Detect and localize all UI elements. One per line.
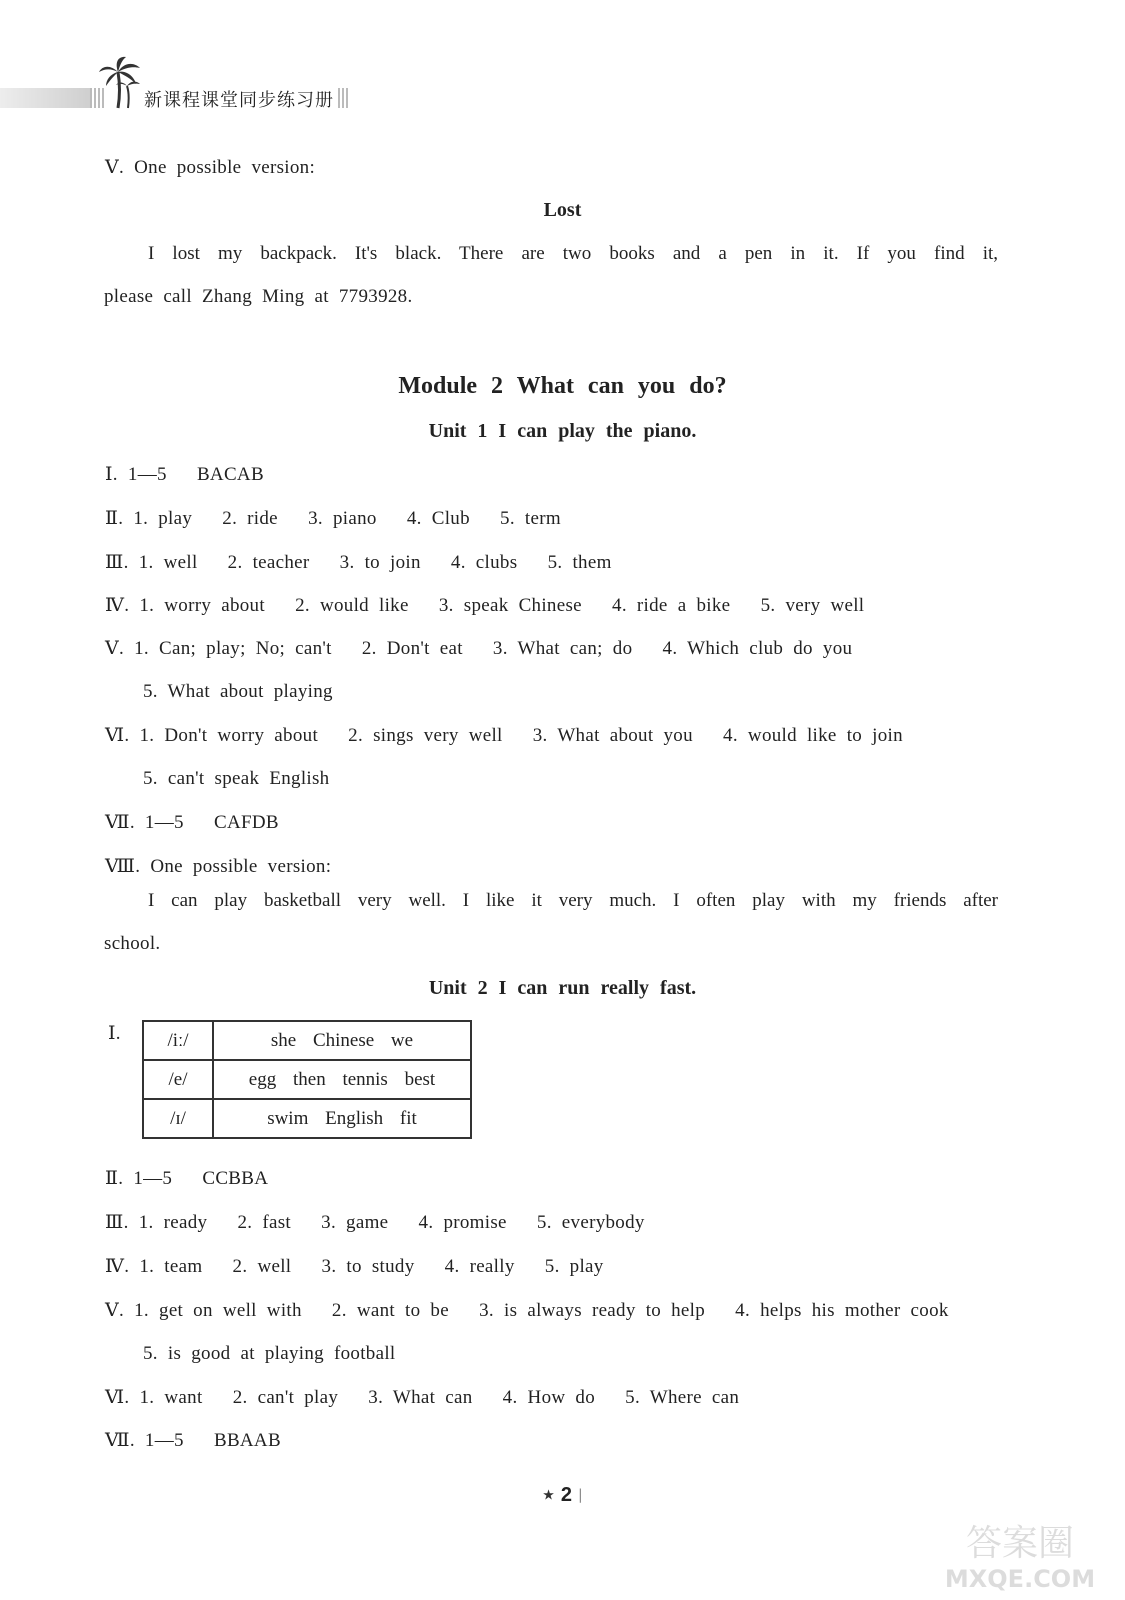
unit1-answer-line: Ⅰ. 1—5 BACAB [105,464,264,485]
book-title: 新课程课堂同步练习册 [144,90,334,111]
lost-paragraph-line-1: I lost my backpack. It's black. There are two books and a pen in it. If you find it, [148,243,998,264]
unit1-answer-line: 5. What about playing [143,681,333,702]
palm-tree-icon [98,56,142,110]
page-footer [0,1484,1125,1507]
watermark-url: MXQE.COM [944,1565,1096,1593]
phonetic-words: she Chinese we [213,1021,471,1060]
phonetic-words: egg then tennis best [213,1060,471,1099]
phonetic-symbol: /ɪ/ [143,1099,213,1138]
unit2-answer-line: 5. is good at playing football [143,1343,396,1364]
table-row [143,1099,471,1138]
phonetic-symbol: /iː/ [143,1021,213,1060]
phonetic-words: swim English fit [213,1099,471,1138]
unit2-table-label: Ⅰ. [108,1023,121,1044]
unit1-answer-line: Ⅵ. 1. Don't worry about 2. sings very well 3. What about you 4. would like to join [105,725,903,746]
star-icon: ★ [542,1487,555,1504]
footer-divider: | [577,1487,583,1504]
table-row [143,1021,471,1060]
unit2-answer-line: Ⅱ. 1—5 CCBBA [105,1168,269,1189]
unit2-title: Unit 2 I can run really fast. [428,977,697,999]
unit1-answer-line: Ⅱ. 1. play 2. ride 3. piano 4. Club 5. term [105,508,561,529]
unit1-answer-line: 5. can't speak English [143,768,330,789]
unit2-answer-line: Ⅳ. 1. team 2. well 3. to study 4. really 5. play [105,1256,604,1277]
unit2-answer-line: Ⅴ. 1. get on well with 2. want to be 3. is always ready to help 4. helps his mother cook [105,1300,949,1321]
phonetic-table [142,1020,472,1139]
header-gray-bar [0,88,90,108]
page-header [0,56,1125,116]
unit2-answer-line: Ⅶ. 1—5 BBAAB [105,1430,281,1451]
unit2-answer-line: Ⅲ. 1. ready 2. fast 3. game 4. promise 5. everybody [105,1212,645,1233]
unit1-answer-line: Ⅷ. One possible version: [105,856,332,877]
watermark-text: 答案圈 [965,1523,1075,1564]
module-title: Module 2 What can you do? [398,373,727,399]
page-number: 2 [560,1484,572,1506]
unit1-answer-line: Ⅶ. 1—5 CAFDB [105,812,279,833]
unit1-title: Unit 1 I can play the piano. [428,420,697,442]
unit1-answer-line: Ⅴ. 1. Can; play; No; can't 2. Don't eat 3. What can; do 4. Which club do you [105,638,853,659]
unit2-answer-line: Ⅵ. 1. want 2. can't play 3. What can 4. How do 5. Where can [105,1387,740,1408]
unit1-answer-line: Ⅲ. 1. well 2. teacher 3. to join 4. clubs 5. them [105,552,612,573]
header-end-stripes [338,88,348,108]
phonetic-symbol: /e/ [143,1060,213,1099]
table-row [143,1060,471,1099]
watermark-logo [930,1515,1110,1595]
unit1-paragraph-line-1: I can play basketball very well. I like it very much. I often play with my friends after [148,890,998,911]
lost-paragraph-line-2: please call Zhang Ming at 7793928. [104,286,413,307]
unit1-answer-line: Ⅳ. 1. worry about 2. would like 3. speak Chinese 4. ride a bike 5. very well [105,595,865,616]
section-v-label: Ⅴ. One possible version: [105,157,316,178]
lost-heading: Lost [543,199,582,221]
unit1-paragraph-line-2: school. [104,933,161,954]
